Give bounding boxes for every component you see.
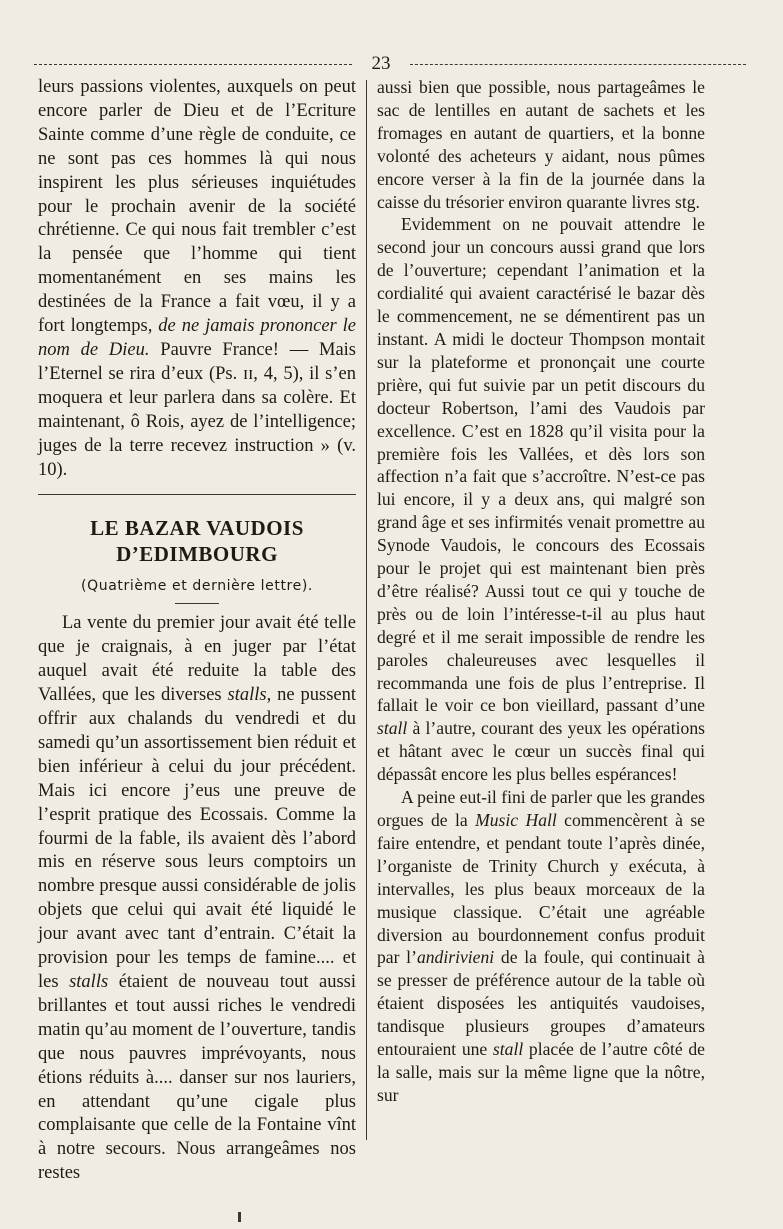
italic-word: stall: [377, 718, 408, 739]
page-header: [34, 52, 746, 76]
section-rule: [38, 494, 356, 495]
right-paragraph-1: [377, 76, 705, 213]
article-subtitle: (Quatrième et dernière lettre).: [81, 578, 313, 595]
text-run: aussi bien que possible, nous partageâmes le sac de lentilles en autant de sachets et les fromages en autant de quartiers, et la bonne volonté des acheteurs y aidant, nous pûmes encore verser à la fin de la journée dans la caisse du trésorier environ quarante livres stg.: [377, 77, 705, 212]
left-column: [38, 76, 356, 1186]
italic-word: stalls: [227, 685, 267, 706]
text-run: étaient de nouveau tout aussi brillantes et tout aussi riches le vendredi matin qu’au moment de l’ouverture, tandis que nous pauvres imprévoyants, nous étions réduits à.... danser sur nos lauriers, en attendant qu’une cigale plus complaisante que celle de la Fontaine vînt à notre secours. Nous arrangeâmes nos restes: [38, 972, 357, 1184]
header-rule-left: [34, 64, 352, 65]
italic-word: andirivieni: [416, 947, 495, 968]
italic-word: Music Hall: [475, 810, 557, 830]
page-number: 23: [371, 53, 391, 74]
italic-word: stall: [492, 1039, 524, 1060]
text-run: A peine eut-il fini de parler que les grandes orgues de la: [377, 787, 705, 830]
text-run: placée de l’autre côté de la salle, mais sur la même ligne que la nôtre, sur: [377, 1039, 705, 1105]
left-paragraph-1: [38, 76, 356, 482]
short-divider: [175, 603, 219, 604]
right-paragraph-2: [377, 213, 705, 786]
text-run: commencèrent à se faire entendre, et pendant toute l’après dinée, l’organiste de Trinity Church y exécuta, à intervalles, les plus beaux morceaux de la musique classique. C’était une agréable diversion au bourdonnement confus produit par l’: [377, 810, 705, 968]
italic-word: stalls: [69, 972, 109, 992]
header-rule-right: [410, 64, 746, 65]
text-run: Pauvre France! — Mais l’Eternel se rira d’eux (Ps. ɪɪ, 4, 5), il s’en moquera et leur parlera dans sa colère. Et maintenant, ô Rois, ayez de l’intelligence; juges de la terre recevez instruction » (v. 10).: [38, 339, 356, 480]
right-paragraph-3: [377, 786, 705, 1107]
text-run: leurs passions violentes, auxquels on peut encore parler de Dieu et de l’Ecriture Sainte comme d’une règle de conduite, ce ne sont pas ces hommes là qui nous inspirent les plus sérieuses inquiétudes pour le prochain avenir de la société chrétienne. Ce qui nous fait trembler c’est la pensée que l’homme qui tient momentanément en ses mains les destinées de la France a fait vœu, il y a fort longtemps,: [38, 77, 356, 337]
text-run: Evidemment on ne pouvait attendre le second jour un concours aussi grand que lors de l’ouverture; cependant l’animation et la cordialité qui avaient caractérisé le bazar dès le commencement, ne se démentirent pas un instant. A midi le docteur Thompson montait sur la plateforme et prononçait une courte prière, qui fut suivie par un petit discours du docteur Robertson, l’ami des Vaudois par excellence. C’est en 1828 qu’il visita pour la première fois les Vallées, et dès lors son affection n’a fait que s’accroître. N’est-ce pas lui encore, il y a deux ans, qui malgré son grand âge et ses infirmités venait promettre au Synode Vaudois, le concours des Ecossais pour le projet qui est maintenant bien près d’être réalisé? Aussi tout ce qui y touche de près ou de loin l’intéresse-t-il au plus haut degré et il me serait impossible de rendre les paroles chaleureuses avec lesquelles il recommanda une fois de plus l’entreprise. Il fallait le voir ce bon vieillard, passant d’une: [377, 214, 705, 716]
article-title: LE BAZAR VAUDOIS D’EDIMBOURG: [90, 516, 304, 567]
column-divider: [366, 80, 367, 1140]
text-run: , ne pussent offrir aux chalands du vendredi et du samedi qu’un assortissement bien réduit et bien inférieur à celui du jour précédent. Mais ici encore j’eus une preuve de l’esprit pratique des Ecossais. Comme la fourmi de la fable, ils avaient dès l’abord mis en réserve sous leurs comptoirs un nombre presque aussi considérable de jolis objets que celui qui avait été liquidé le jour avant avec tant d’entrain. C’était la provision pour les temps de famine.... et les: [38, 685, 357, 992]
text-run: à l’autre, courant des yeux les opérations et hâtant avec le cœur un succès final qui dépassât encore les plus belles espérances!: [377, 718, 706, 785]
text-run: La vente du premier jour avait été telle que je craignais, à en juger par l’état auquel avait été reduite la table des Vallées, que les diverses: [38, 613, 356, 706]
italic-quote: de ne jamais prononcer le nom de Dieu.: [38, 316, 357, 360]
left-paragraph-2: [38, 612, 356, 1186]
right-column: [377, 76, 705, 1107]
text-run: de la foule, qui continuait à se presser de préférence autour de la table où étaient disposées les antiquités vaudoises, tandisque plusieurs groupes d’amateurs entouraient une: [377, 947, 705, 1060]
print-mark: [238, 1212, 241, 1222]
